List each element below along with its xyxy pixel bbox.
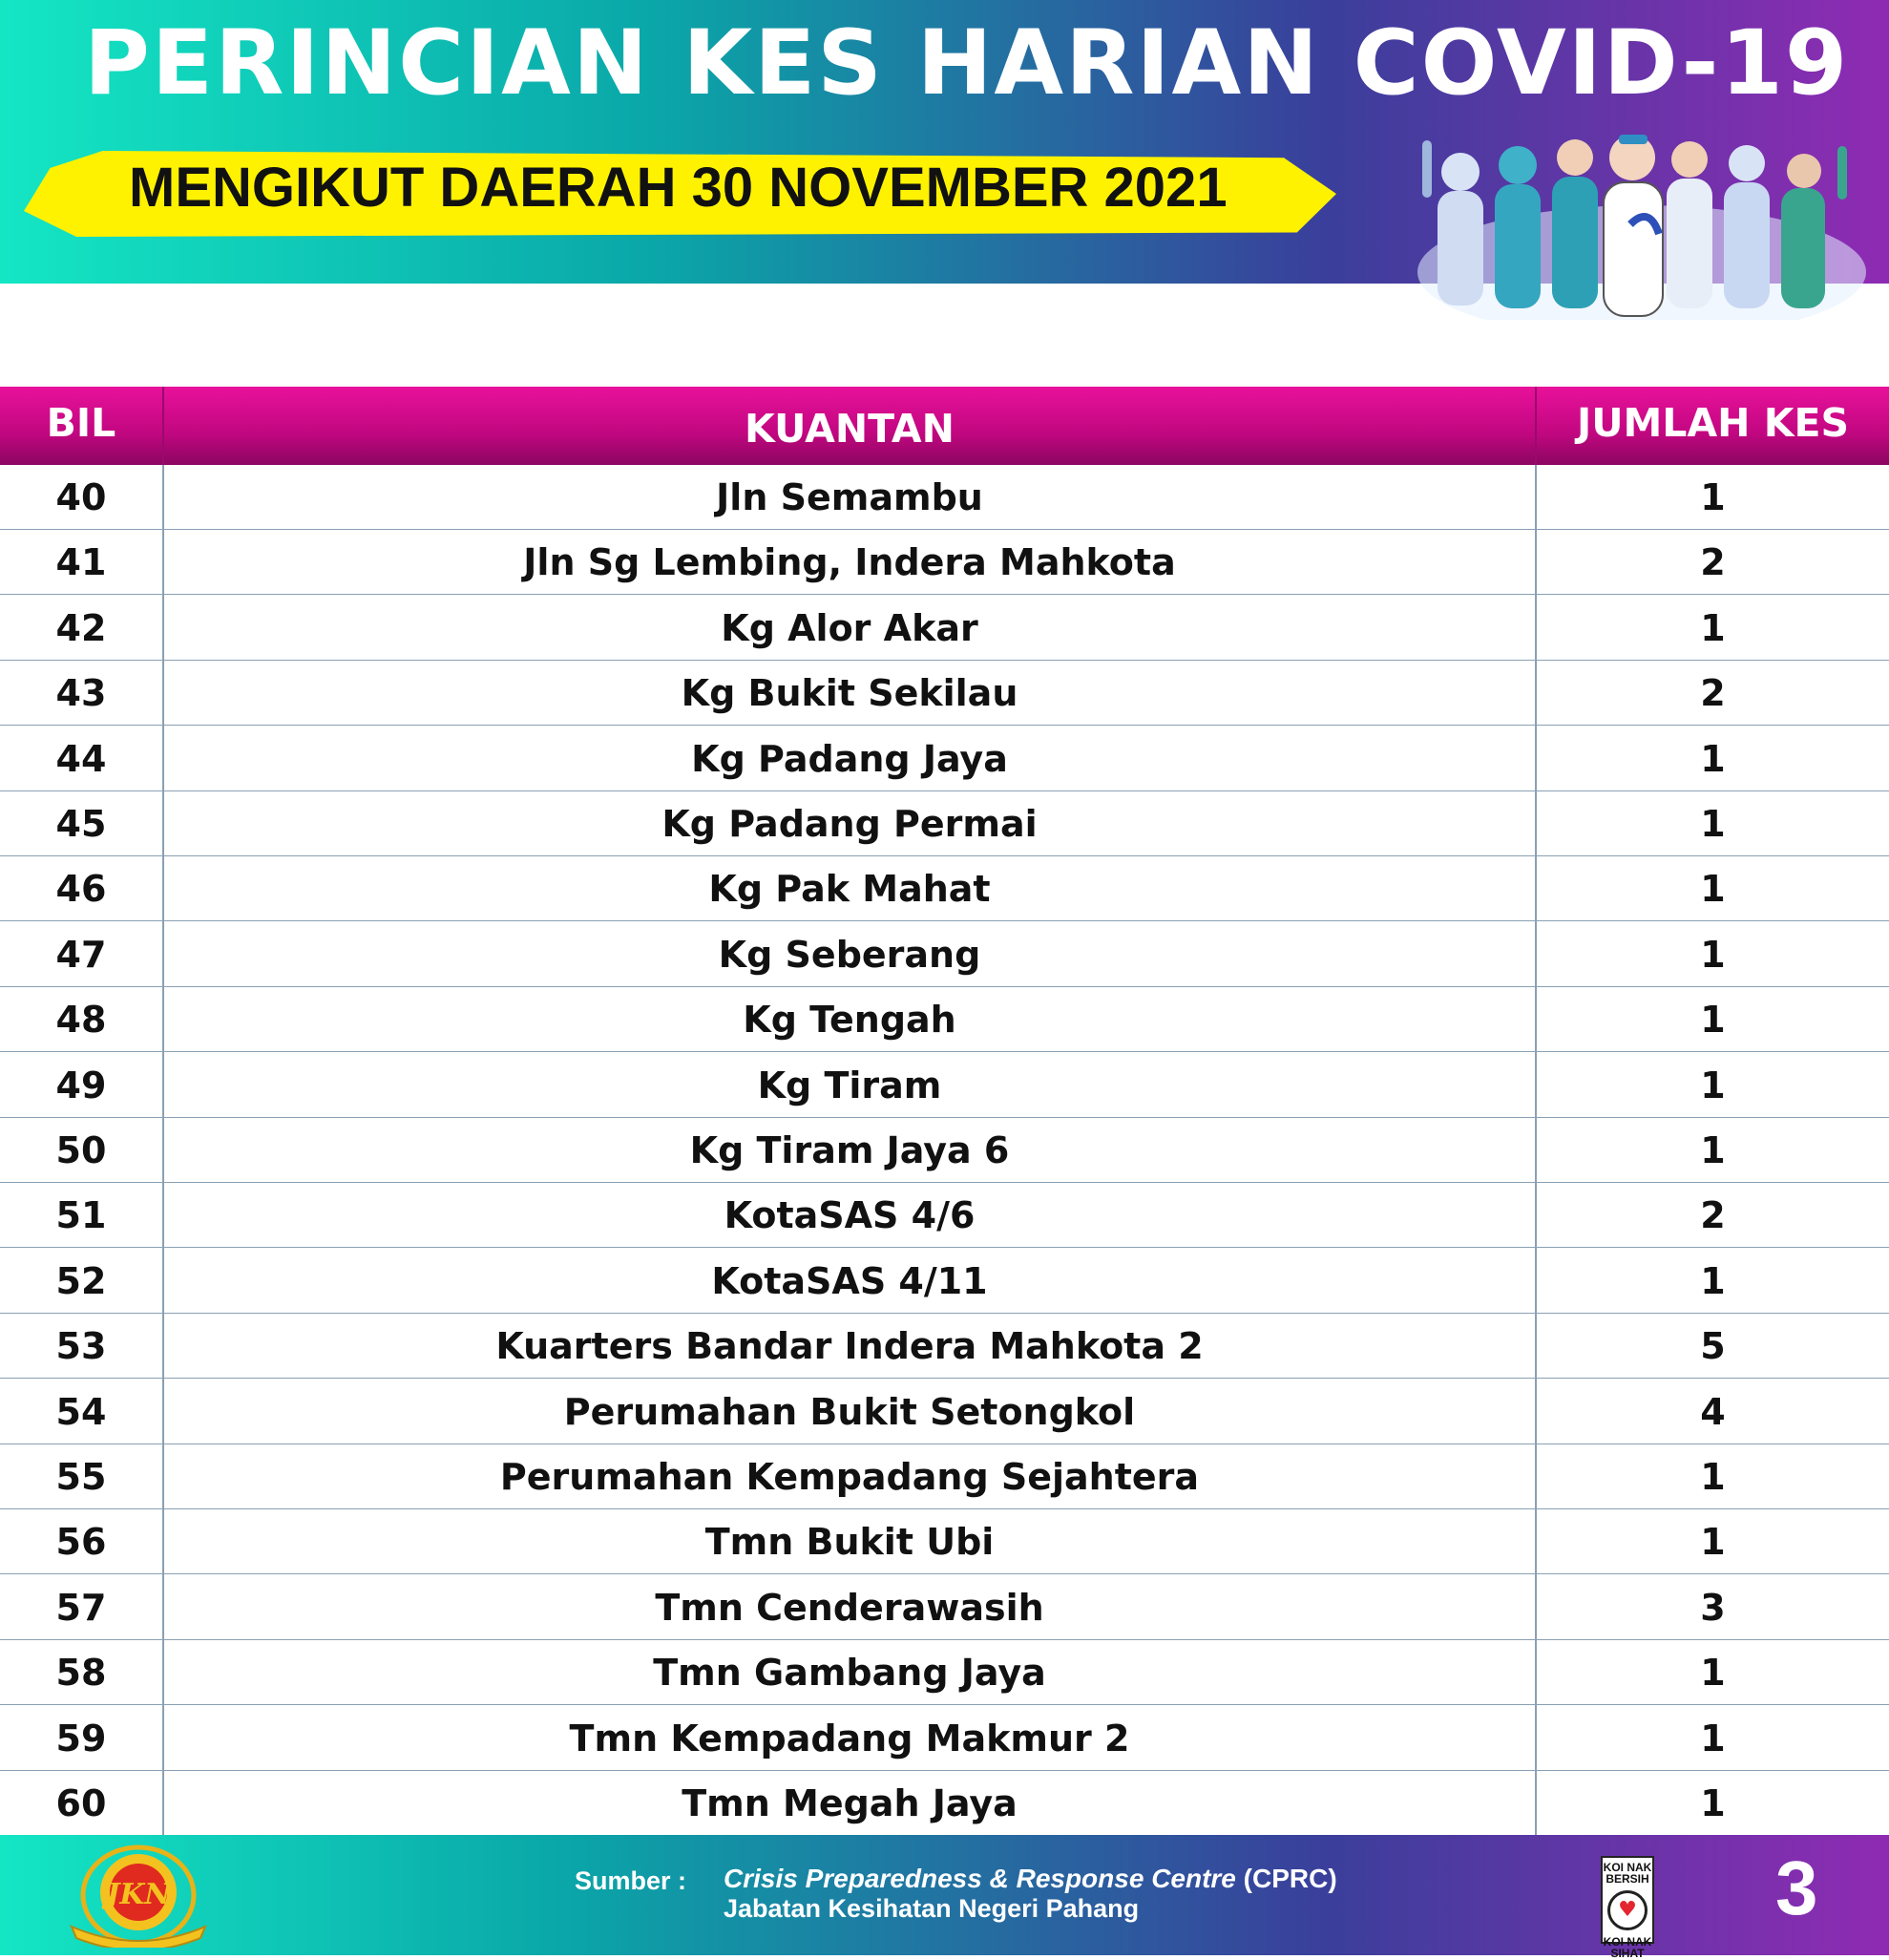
row-number: 42 bbox=[55, 606, 107, 649]
table-row bbox=[0, 530, 1889, 595]
location-name: Kg Pak Mahat bbox=[708, 868, 991, 911]
location-name: Perumahan Bukit Setongkol bbox=[563, 1390, 1136, 1433]
row-number: 57 bbox=[55, 1586, 107, 1629]
table-row bbox=[0, 596, 1889, 661]
case-count: 1 bbox=[1700, 1064, 1726, 1106]
location-name: Tmn Cenderawasih bbox=[655, 1586, 1044, 1629]
case-count: 3 bbox=[1700, 1586, 1726, 1629]
location-name: Kg Padang Jaya bbox=[691, 737, 1008, 780]
table-row bbox=[0, 1640, 1889, 1705]
page-number: 3 bbox=[1775, 1845, 1818, 1930]
header-banner bbox=[0, 0, 1889, 284]
case-count: 1 bbox=[1700, 999, 1726, 1042]
source-org-name: Crisis Preparedness & Response Centre bbox=[724, 1864, 1236, 1893]
table-row bbox=[0, 1509, 1889, 1574]
location-name: Kg Tiram Jaya 6 bbox=[689, 1129, 1010, 1171]
footer-banner bbox=[0, 1835, 1889, 1960]
case-count: 1 bbox=[1700, 933, 1726, 976]
table-row bbox=[0, 1771, 1889, 1836]
case-count: 4 bbox=[1700, 1390, 1726, 1433]
case-count: 5 bbox=[1700, 1325, 1726, 1368]
row-number: 45 bbox=[55, 803, 107, 845]
row-number: 43 bbox=[55, 672, 107, 715]
case-count: 2 bbox=[1700, 1194, 1726, 1237]
table-row bbox=[0, 1444, 1889, 1509]
row-number: 54 bbox=[55, 1390, 107, 1433]
location-name: KotaSAS 4/6 bbox=[724, 1194, 976, 1237]
case-count: 1 bbox=[1700, 1456, 1726, 1498]
table-row bbox=[0, 987, 1889, 1052]
row-number: 56 bbox=[55, 1521, 107, 1564]
table-row bbox=[0, 922, 1889, 987]
row-number: 41 bbox=[55, 541, 107, 584]
table-row bbox=[0, 465, 1889, 530]
location-name: Kg Bukit Sekilau bbox=[681, 672, 1018, 715]
case-count: 2 bbox=[1700, 541, 1726, 584]
case-count: 1 bbox=[1700, 1259, 1726, 1302]
table-row bbox=[0, 1249, 1889, 1314]
case-count: 1 bbox=[1700, 1521, 1726, 1564]
table-row bbox=[0, 1314, 1889, 1379]
badge-bottom-text: KOI NAK SIHAT bbox=[1603, 1935, 1652, 1960]
table-row bbox=[0, 856, 1889, 921]
header-district: KUANTAN bbox=[745, 406, 955, 452]
row-number: 46 bbox=[55, 868, 107, 911]
table-row bbox=[0, 1380, 1889, 1444]
row-number: 55 bbox=[55, 1456, 107, 1498]
location-name: Tmn Bukit Ubi bbox=[704, 1521, 995, 1564]
table-row bbox=[0, 1706, 1889, 1771]
jkn-logo bbox=[57, 1843, 220, 1948]
location-name: Kg Padang Permai bbox=[661, 803, 1038, 845]
location-name: Jln Semambu bbox=[716, 476, 983, 518]
table-row bbox=[0, 661, 1889, 726]
table-row bbox=[0, 1053, 1889, 1118]
table-row bbox=[0, 1183, 1889, 1248]
location-name: Tmn Kempadang Makmur 2 bbox=[569, 1717, 1130, 1760]
case-count: 1 bbox=[1700, 1717, 1726, 1760]
page-subtitle: MENGIKUT DAERAH 30 NOVEMBER 2021 bbox=[129, 157, 1228, 219]
source-org-abbr: (CPRC) bbox=[1243, 1864, 1337, 1893]
location-name: Perumahan Kempadang Sejahtera bbox=[499, 1456, 1200, 1498]
row-number: 51 bbox=[55, 1194, 107, 1237]
row-number: 40 bbox=[55, 476, 107, 518]
table-row bbox=[0, 1575, 1889, 1640]
location-name: Jln Sg Lembing, Indera Mahkota bbox=[523, 541, 1176, 584]
case-count: 2 bbox=[1700, 672, 1726, 715]
table-header bbox=[0, 387, 1889, 465]
page-title: PERINCIAN KES HARIAN COVID-19 bbox=[84, 11, 1850, 116]
row-number: 52 bbox=[55, 1259, 107, 1302]
row-number: 50 bbox=[55, 1129, 107, 1171]
case-count: 1 bbox=[1700, 803, 1726, 845]
row-number: 60 bbox=[55, 1782, 107, 1824]
heart-icon: ♥ bbox=[1607, 1890, 1648, 1930]
table-row bbox=[0, 1118, 1889, 1183]
case-count: 1 bbox=[1700, 868, 1726, 911]
location-name: Kg Alor Akar bbox=[721, 606, 978, 649]
location-name: Tmn Megah Jaya bbox=[682, 1782, 1018, 1824]
case-count: 1 bbox=[1700, 737, 1726, 780]
case-count: 1 bbox=[1700, 1129, 1726, 1171]
source-line-1 bbox=[724, 1864, 1337, 1894]
jkn-logo-text: JKN bbox=[106, 1878, 171, 1911]
table-row bbox=[0, 791, 1889, 856]
location-name: KotaSAS 4/11 bbox=[711, 1259, 988, 1302]
case-count: 1 bbox=[1700, 606, 1726, 649]
location-name: Kg Seberang bbox=[718, 933, 981, 976]
row-number: 49 bbox=[55, 1064, 107, 1106]
location-name: Kuarters Bandar Indera Mahkota 2 bbox=[495, 1325, 1204, 1368]
header-total-cases: JUMLAH KES bbox=[1576, 400, 1850, 446]
row-number: 58 bbox=[55, 1652, 107, 1695]
row-number: 59 bbox=[55, 1717, 107, 1760]
case-count: 1 bbox=[1700, 1652, 1726, 1695]
source-line-2: Jabatan Kesihatan Negeri Pahang bbox=[724, 1894, 1140, 1923]
case-count: 1 bbox=[1700, 476, 1726, 518]
case-count: 1 bbox=[1700, 1782, 1726, 1824]
location-name: Tmn Gambang Jaya bbox=[653, 1652, 1046, 1695]
row-number: 47 bbox=[55, 933, 107, 976]
badge-top-text: KOI NAK BERSIH bbox=[1603, 1861, 1652, 1886]
row-number: 48 bbox=[55, 999, 107, 1042]
location-name: Kg Tiram bbox=[757, 1064, 942, 1106]
row-number: 44 bbox=[55, 737, 107, 780]
table-row bbox=[0, 727, 1889, 791]
source-label: Sumber : bbox=[575, 1866, 687, 1895]
medical-staff-illustration bbox=[1403, 129, 1871, 320]
header-bil: BIL bbox=[46, 400, 116, 446]
location-name: Kg Tengah bbox=[743, 999, 956, 1042]
koi-nak-bersih-badge bbox=[1601, 1856, 1654, 1960]
row-number: 53 bbox=[55, 1325, 107, 1368]
